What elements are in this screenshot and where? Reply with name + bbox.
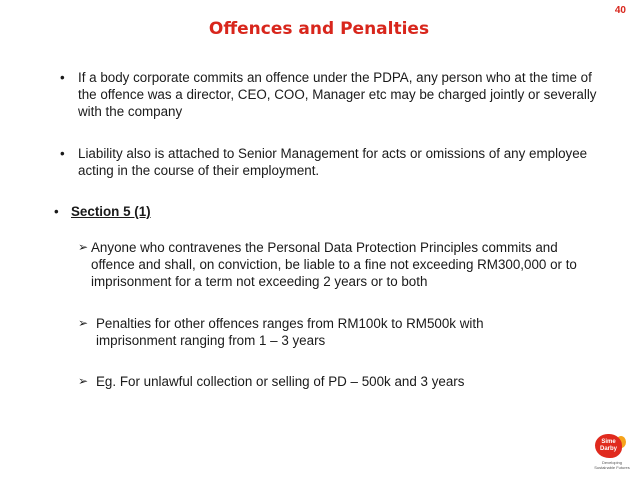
page-number: 40	[614, 5, 626, 16]
bullet-text: Liability also is attached to Senior Management for acts or omissions of any employee acting in the course of their employment.	[78, 146, 588, 178]
section-label: Section 5 (1)	[71, 204, 151, 219]
sub-point-text: Eg. For unlawful collection or selling of PD – 500k and 3 years	[96, 374, 465, 389]
sub-point-text: Anyone who contravenes the Personal Data Protection Principles commits and offence and shall, on conviction, be liable to a fine not exceeding RM300,000 or to imprisonment for a term not exceeding 2 years or to both	[91, 240, 577, 289]
logo-brand-line1: Sime	[601, 439, 616, 445]
bullet-text: If a body corporate commits an offence under the PDPA, any person who at the time of the offence was a director, CEO, COO, Manager etc may be charged jointly or severally with the company	[78, 70, 597, 119]
sime-darby-logo	[592, 434, 630, 474]
logo-brand-line2: Darby	[599, 446, 617, 452]
bullet-dot-icon: •	[60, 70, 65, 85]
logo-disc-icon	[595, 434, 622, 458]
arrow-bullet-icon: ➢	[78, 374, 89, 388]
sub-point-text: Penalties for other offences ranges from RM100k to RM500k with imprisonment ranging from 1 – 3 years	[96, 316, 484, 348]
logo-tagline: Developing Sustainable Futures	[594, 460, 630, 470]
bullet-dot-icon: •	[60, 146, 65, 161]
arrow-bullet-icon: ➢	[78, 316, 89, 330]
slide-title: Offences and Penalties	[208, 19, 430, 39]
arrow-bullet-icon: ➢	[78, 240, 89, 254]
bullet-dot-icon: •	[54, 204, 59, 219]
